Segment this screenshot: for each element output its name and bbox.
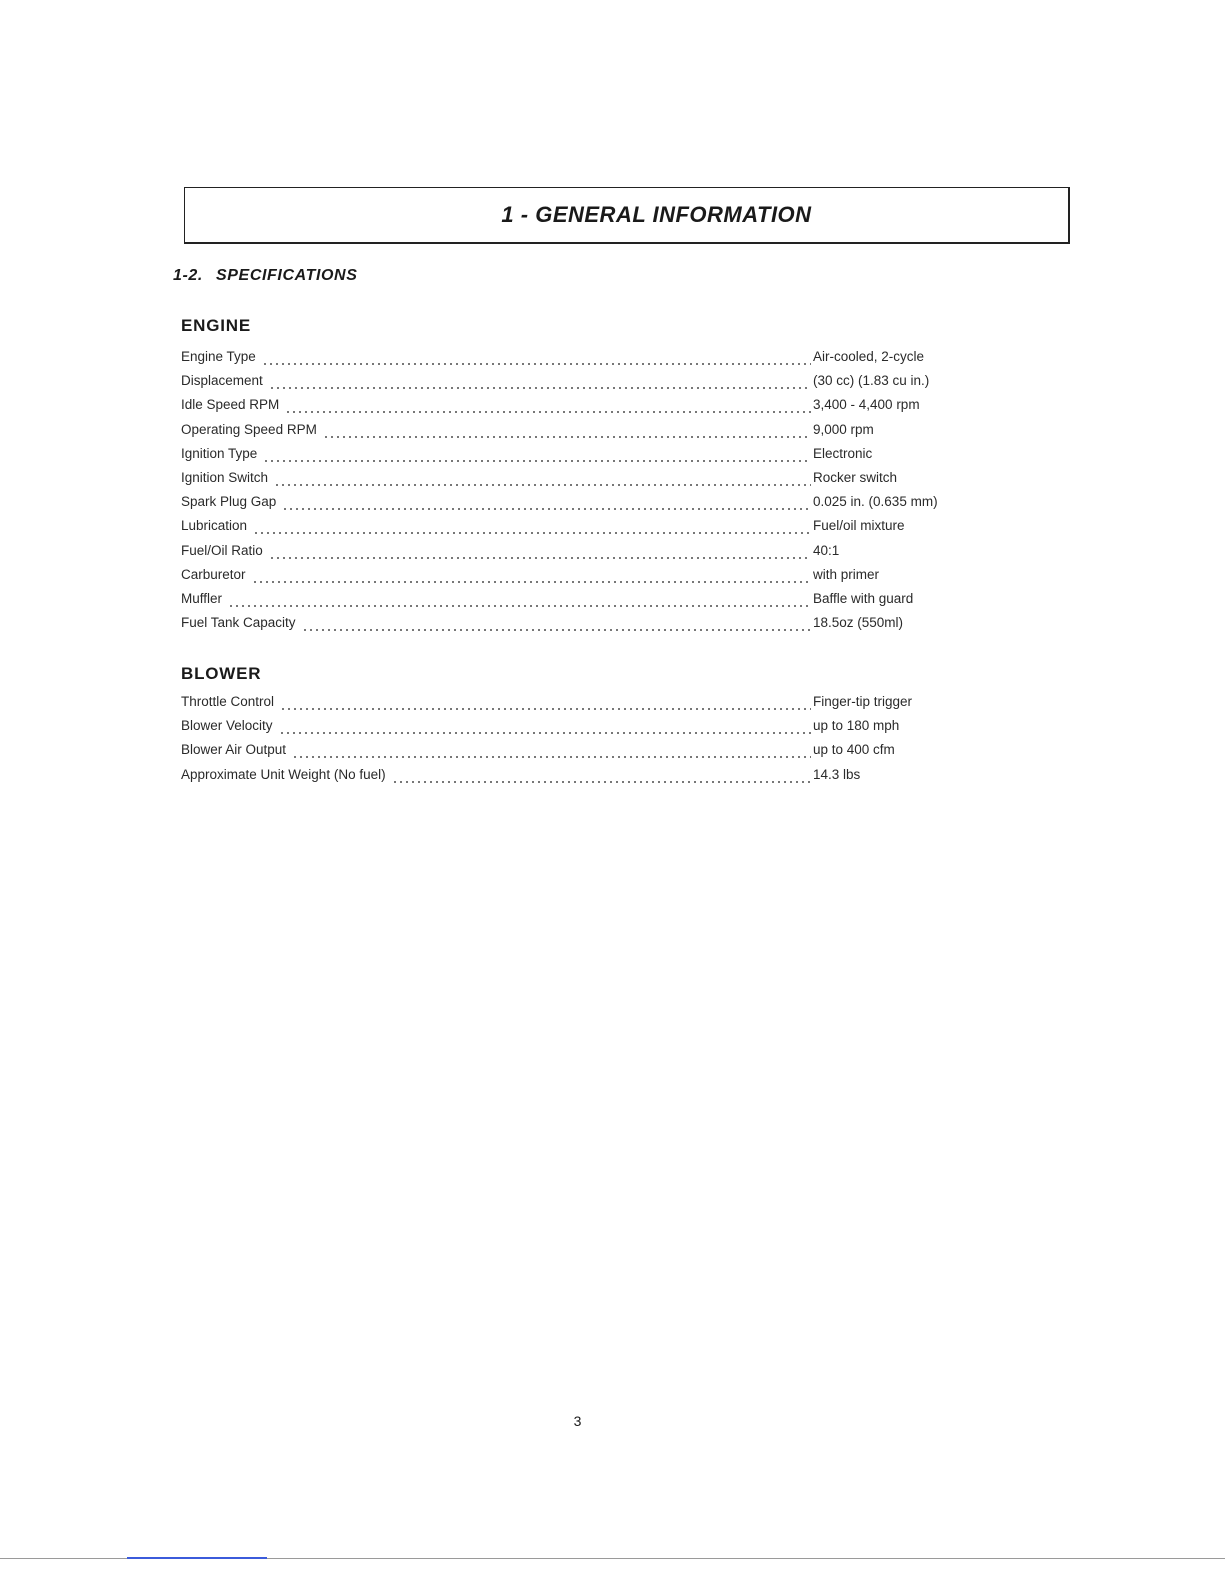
chapter-title: 1 - GENERAL INFORMATION: [501, 202, 812, 227]
spec-row: [181, 567, 981, 591]
dot-leader: [292, 755, 811, 759]
spec-label: Operating Speed RPM: [181, 421, 317, 437]
spec-label: Spark Plug Gap: [181, 494, 277, 510]
chapter-header-box: [184, 187, 1070, 244]
spec-label: Idle Speed RPM: [181, 397, 280, 413]
spec-row: [181, 494, 981, 518]
spec-row: [181, 518, 981, 542]
dot-leader: [263, 459, 811, 463]
spec-row: [181, 694, 981, 718]
spec-row: [181, 767, 981, 791]
dot-leader: [274, 483, 811, 487]
spec-value: 40:1: [813, 542, 840, 558]
spec-value: Electronic: [813, 445, 873, 461]
spec-value: 18.5oz (550ml): [813, 615, 904, 631]
spec-value: Baffle with guard: [813, 590, 914, 606]
dot-leader: [282, 507, 811, 511]
spec-value: Rocker switch: [813, 469, 898, 485]
spec-row: [181, 470, 981, 494]
spec-value: 14.3 lbs: [813, 766, 861, 782]
dot-leader: [280, 707, 811, 711]
spec-label: Lubrication: [181, 518, 248, 534]
blower-heading: BLOWER: [181, 664, 262, 683]
dot-leader: [323, 435, 811, 439]
spec-row: [181, 397, 981, 421]
spec-row: [181, 349, 981, 373]
spec-label: Fuel/Oil Ratio: [181, 542, 263, 558]
spec-value: with primer: [813, 566, 880, 582]
spec-row: [181, 373, 981, 397]
dot-leader: [252, 580, 811, 584]
spec-row: [181, 543, 981, 567]
footer-link-underline: [127, 1557, 267, 1559]
spec-label: Blower Velocity: [181, 718, 273, 734]
spec-value: Fuel/oil mixture: [813, 518, 905, 534]
spec-value: 3,400 - 4,400 rpm: [813, 397, 920, 413]
dot-leader: [269, 556, 811, 560]
spec-value: 0.025 in. (0.635 mm): [813, 494, 938, 510]
spec-label: Throttle Control: [181, 694, 275, 709]
spec-row: [181, 615, 981, 639]
spec-value: 9,000 rpm: [813, 421, 874, 437]
engine-spec-list: [181, 349, 981, 639]
spec-row: [181, 422, 981, 446]
spec-label: Fuel Tank Capacity: [181, 615, 296, 631]
spec-row: [181, 742, 981, 766]
engine-heading: ENGINE: [181, 316, 251, 335]
dot-leader: [228, 604, 811, 608]
dot-leader: [392, 780, 811, 784]
spec-label: Engine Type: [181, 349, 256, 364]
spec-label: Carburetor: [181, 566, 246, 582]
spec-row: [181, 446, 981, 470]
page-number: 3: [573, 1413, 582, 1429]
spec-label: Muffler: [181, 590, 223, 606]
spec-value: Air-cooled, 2-cycle: [813, 349, 925, 364]
spec-row: [181, 718, 981, 742]
spec-row: [181, 591, 981, 615]
dot-leader: [269, 386, 811, 390]
spec-label: Ignition Switch: [181, 469, 269, 485]
dot-leader: [302, 628, 811, 632]
spec-label: Approximate Unit Weight (No fuel): [181, 766, 386, 782]
spec-label: Displacement: [181, 373, 263, 389]
dot-leader: [262, 362, 811, 366]
dot-leader: [285, 410, 811, 414]
dot-leader: [279, 731, 811, 735]
spec-label: Ignition Type: [181, 445, 258, 461]
spec-value: Finger-tip trigger: [813, 694, 913, 709]
spec-value: (30 cc) (1.83 cu in.): [813, 373, 930, 389]
blower-spec-list: [181, 694, 981, 791]
spec-label: Blower Air Output: [181, 742, 287, 758]
section-title: 1-2. SPECIFICATIONS: [173, 267, 358, 284]
spec-value: up to 180 mph: [813, 718, 900, 734]
dot-leader: [253, 531, 811, 535]
spec-value: up to 400 cfm: [813, 742, 895, 758]
